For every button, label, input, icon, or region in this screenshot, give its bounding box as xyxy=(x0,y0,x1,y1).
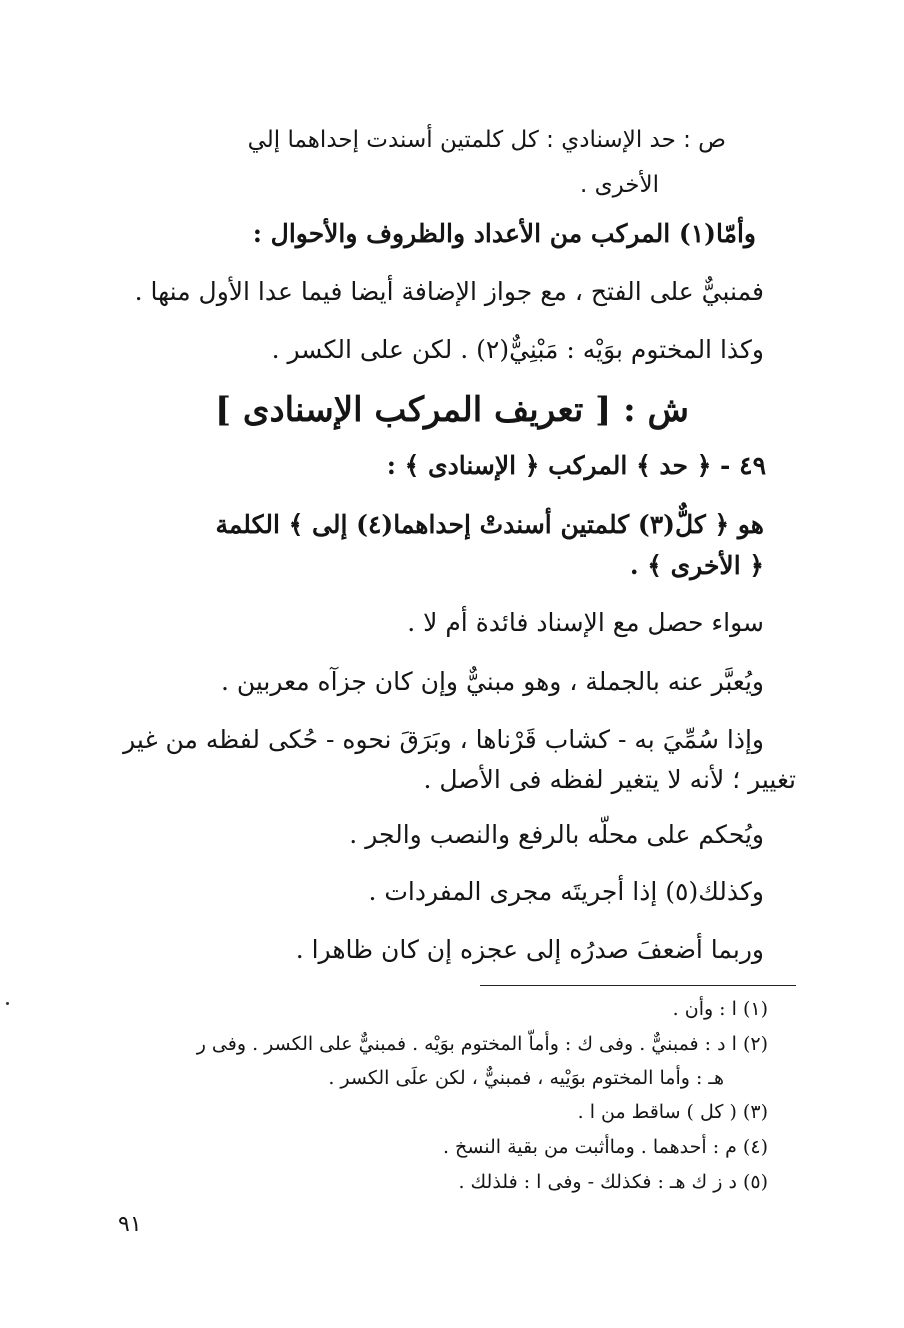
text-line-likewise: وكذلك(٥) إذا أجريتَه مجرى المفردات . xyxy=(368,877,764,906)
footnote-divider xyxy=(480,985,796,986)
text-line-naming-2: تغيير ؛ لأنه لا يتغير لفظه فى الأصل . xyxy=(423,765,796,794)
text-line-ending-wayh: وكذا المختوم بوَيْه : مَبْنِيٌّ(٢) . لكن على الكسر . xyxy=(271,335,764,364)
footnote-2-continued: هـ : وأما المختوم بوَيْيه ، فمبنيٌّ ، لكن علَى الكسر . xyxy=(328,1067,724,1089)
definition-heading: ٤٩ - ﴿ حد ﴾ المركب ﴿ الإسنادى ﴾ : xyxy=(386,451,766,480)
text-line-annexation: وربما أضعفَ صدرُه إلى عجزه إن كان ظاهرا . xyxy=(295,935,764,964)
scan-speck xyxy=(6,1002,9,1005)
text-line-built-on-fath: فمنبيٌّ على الفتح ، مع جواز الإضافة أيضا فيما عدا الأول منها . xyxy=(134,277,764,306)
definition-line-1: هو ﴿ كلٌّ(٣) كلمتين أسندتْ إحداهما(٤) إلى ﴾ الكلمة xyxy=(215,510,764,539)
text-line-naming-1: وإذا سُمِّيَ به - كشاب قَرْناها ، وبَرَقَ نحوه - حُكى لفظه من غير xyxy=(123,725,764,754)
text-line-benefit: سواء حصل مع الإسناد فائدة أم لا . xyxy=(407,608,764,637)
text-line-sentence: ويُعبَّر عنه بالجملة ، وهو مبنيٌّ وإن كان جزآه معربين . xyxy=(220,667,764,696)
text-line-compound-numbers: وأمّا(١) المركب من الأعداد والظروف والأحوال : xyxy=(252,219,756,248)
footnote-3: (٣) ( كل ) ساقط من ا . xyxy=(577,1101,768,1123)
footnote-2: (٢) ا د : فمبنيٌّ . وفى ك : وأماّ المختوم بوَيْه . فمبنيٌّ على الكسر . وفى ر xyxy=(196,1033,768,1055)
page-number: ٩١ xyxy=(118,1212,142,1237)
footnote-5: (٥) د ز ك هـ : فكذلك - وفى ا : فلذلك . xyxy=(458,1171,768,1193)
footnote-4: (٤) م : أحدهما . وماأثبت من بقية النسخ . xyxy=(442,1136,768,1158)
section-title: ش : [ تعريف المركب الإسنادى ] xyxy=(214,390,689,430)
handwritten-heading-line-2: الأخرى . xyxy=(579,172,659,198)
definition-line-2: ﴿ الأخرى ﴾ . xyxy=(629,551,764,580)
footnote-1: (١) ا : وأن . xyxy=(672,998,768,1020)
text-line-ruling: ويُحكم على محلّه بالرفع والنصب والجر . xyxy=(349,820,764,849)
handwritten-heading-line-1: ص : حد الإسنادي : كل كلمتين أسندت إحداهما إلي xyxy=(247,127,726,153)
